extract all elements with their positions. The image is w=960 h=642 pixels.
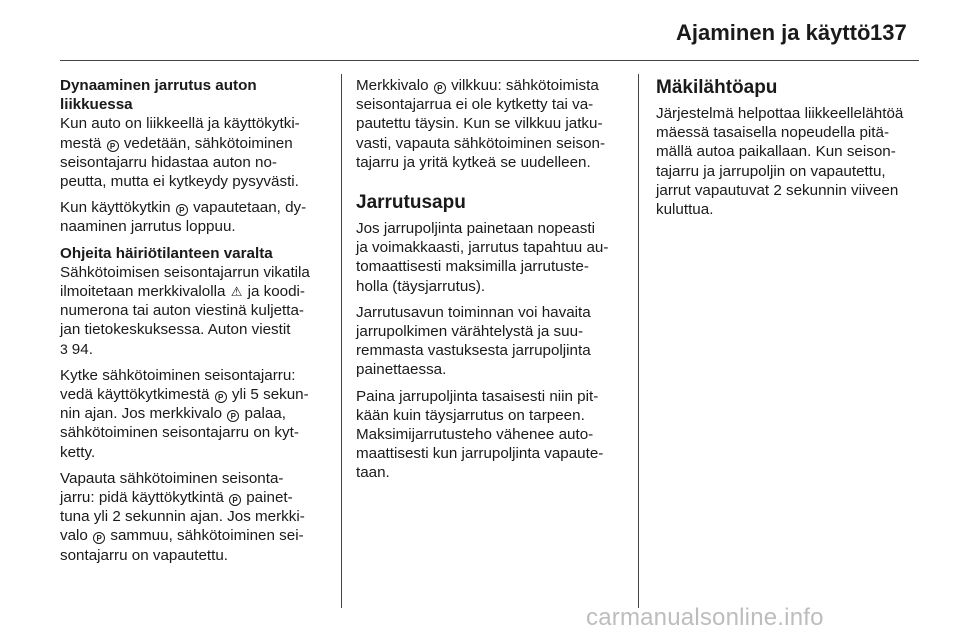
parking-brake-switch-icon: P	[434, 82, 446, 94]
section-subheading-fault: Ohjeita häiriötilanteen varalta	[60, 244, 273, 262]
column-2	[356, 76, 628, 490]
paragraph-dynamic-braking-end: Kun käyttökytkin P vapautetaan, dy- naaminen jarrutus loppuu.	[60, 199, 307, 236]
column-1	[60, 76, 332, 572]
paragraph-dynamic-braking: Kun auto on liikkeellä ja käyttökytki- mestä P vedetään, sähkötoiminen seisontajarru hidastaa auton no- peutta, mutta ei kytkeydy pysyvästi.	[60, 115, 300, 191]
header-rule	[60, 60, 919, 61]
paragraph-brake-assist-feel: Jarrutusavun toiminnan voi havaita jarrupolkimen värähtelystä ja suu- remmasta vastuksesta jarrupoljinta painettaessa.	[356, 303, 591, 379]
parking-brake-switch-icon: P	[176, 204, 188, 216]
paragraph-fault: Sähkötoimisen seisontajarrun vikatila ilmoitetaan merkkivalolla ⚠ ja koodi- numerona tai auton viestinä kuljetta- jan tietokeskuksessa. Auton viestit 3 94.	[60, 263, 310, 358]
paragraph-release: Vapauta sähkötoiminen seisonta- jarru: pidä käyttökytkintä P painet- tuna yli 2 sekunnin ajan. Jos merkki- valo P sammuu, sähkötoiminen sei- sontajarru on vapautettu.	[60, 469, 305, 564]
section-heading-hill-start-assist: Mäkilähtöapu	[656, 77, 778, 98]
parking-brake-switch-icon: P	[215, 391, 227, 403]
section-heading-brake-assist: Jarrutusapu	[356, 192, 466, 214]
parking-brake-switch-icon: P	[227, 410, 239, 422]
parking-brake-switch-icon: P	[93, 532, 105, 544]
column-divider-1	[341, 74, 342, 608]
paragraph-brake-assist: Jos jarrupoljinta painetaan nopeasti ja voimakkaasti, jarrutus tapahtuu au- tomaattisesti maksimilla jarrutuste- holla (täysjarrutus).	[356, 220, 609, 295]
paragraph-blinking: Merkkivalo P vilkkuu: sähkötoimista seisontajarrua ei ole kytketty tai va- pautettu täysin. Kun se vilkkuu jatku- vasti, vapauta sähkötoiminen seison- tajarru ja yritä kytkeä se uudelleen.	[356, 77, 606, 171]
column-divider-2	[638, 74, 639, 608]
paragraph-engage: Kytke sähkötoiminen seisontajarru: vedä käyttökytkimestä P yli 5 sekun- nin ajan. Jos merkkivalo P palaa, sähkötoiminen seisontajarru on kyt- ketty.	[60, 366, 309, 461]
reference-arrow-icon: 3	[60, 340, 68, 357]
page-number: 137	[870, 20, 907, 45]
parking-brake-switch-icon: P	[107, 140, 119, 152]
parking-brake-switch-icon: P	[229, 494, 241, 506]
page-header-title: Ajaminen ja käyttö	[676, 20, 871, 45]
section-subheading-dynamic-braking: Dynaaminen jarrutus auton liikkuessa	[60, 77, 257, 114]
column-3	[656, 76, 921, 226]
paragraph-hill-start-assist: Järjestelmä helpottaa liikkeellelähtöä mäessä tasaisella nopeudella pitä- mällä autoa paikallaan. Kun seison- tajarru ja jarrupoljin on vapautettu, jarrut vapautuvat 2 sekunnin viiveen kuluttua.	[656, 105, 904, 219]
paragraph-brake-assist-usage: Paina jarrupoljinta tasaisesti niin pit- kään kuin täysjarrutus on tarpeen. Maksimijarrutusteho vähenee auto- maattisesti kun jarrupoljinta vapaute- taan.	[356, 387, 604, 482]
warning-icon: ⚠	[230, 284, 243, 300]
watermark: carmanualsonline.info	[586, 604, 824, 631]
